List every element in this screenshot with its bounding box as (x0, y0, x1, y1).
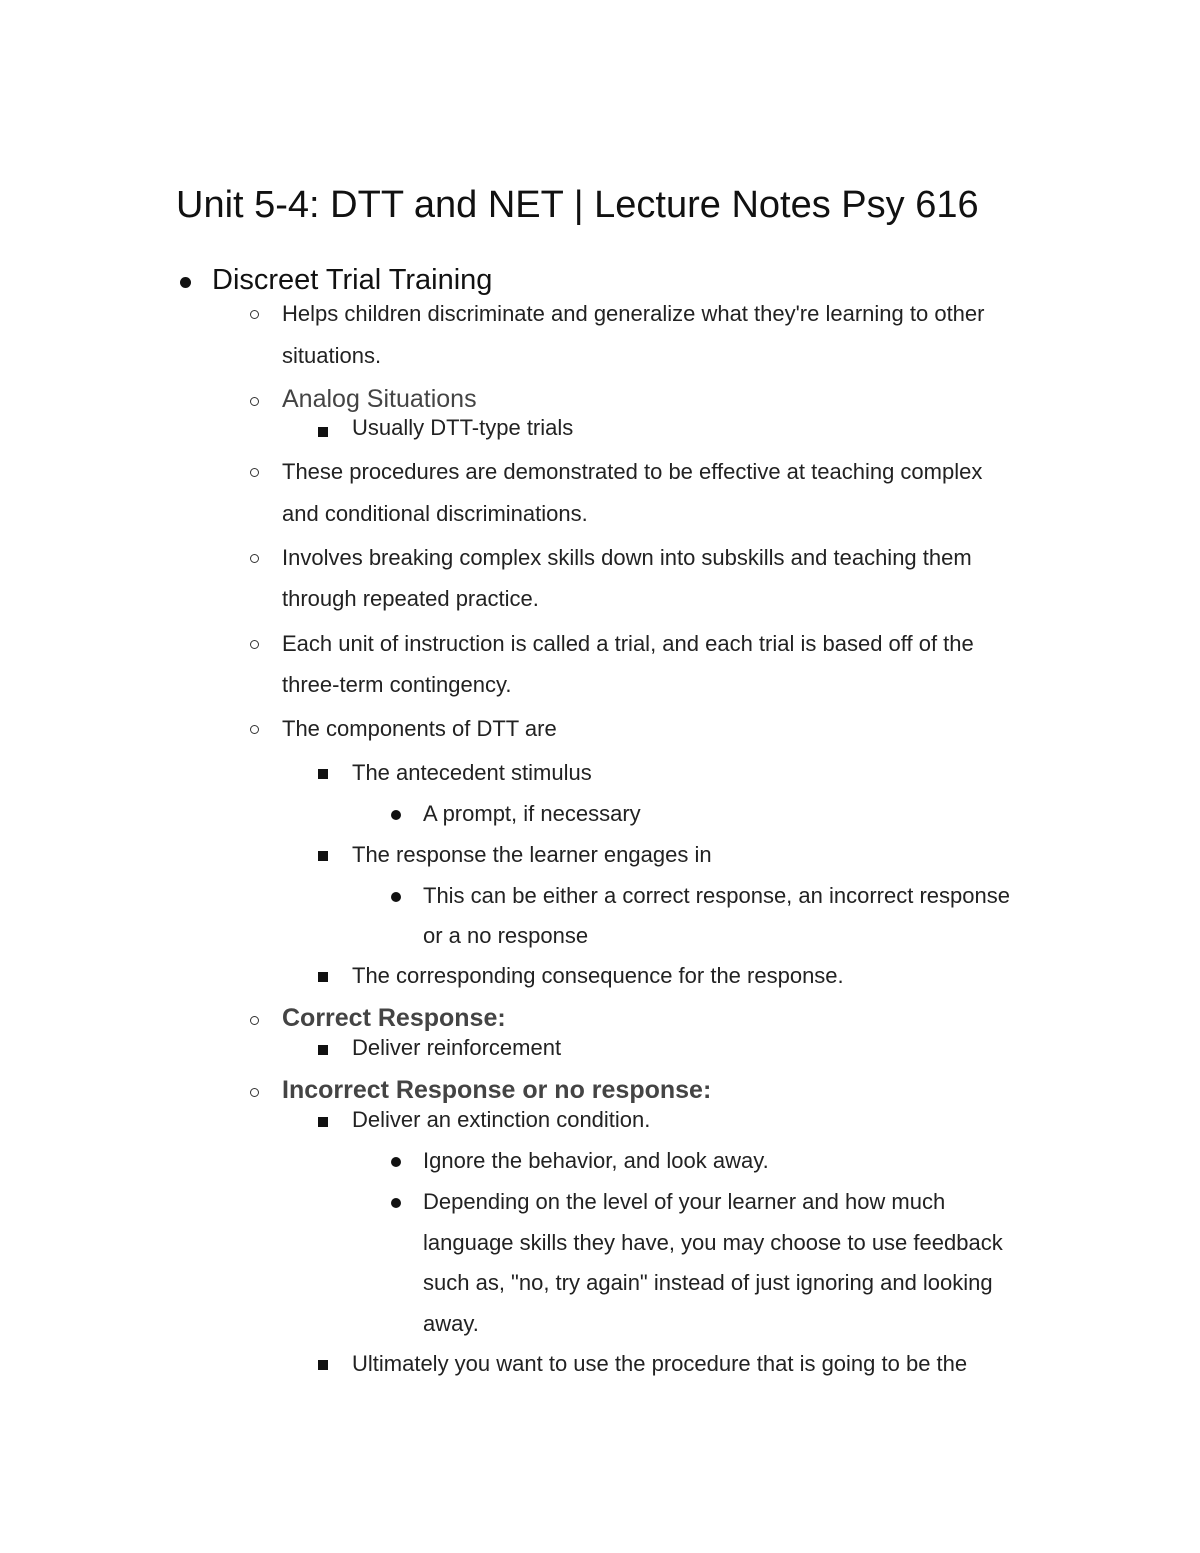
list-item: Deliver an extinction condition. (352, 1107, 651, 1132)
bullet-square-icon (318, 851, 328, 861)
bullet-square-icon (318, 427, 328, 437)
bullet-filled-circle-icon (391, 1198, 401, 1208)
bullet-hollow-circle-icon (250, 1088, 259, 1097)
subheading-analog-situations: Analog Situations (282, 385, 477, 413)
list-item: The corresponding consequence for the response. (352, 963, 844, 988)
list-item-continuation: such as, "no, try again" instead of just ignoring and looking (423, 1270, 993, 1295)
list-item: These procedures are demonstrated to be effective at teaching complex (282, 459, 983, 484)
subheading-incorrect-response: Incorrect Response or no response: (282, 1076, 712, 1104)
list-item: This can be either a correct response, an incorrect response (423, 883, 1010, 908)
bullet-hollow-circle-icon (250, 468, 259, 477)
list-item-continuation: away. (423, 1311, 479, 1336)
list-item: Each unit of instruction is called a trial, and each trial is based off of the (282, 631, 974, 656)
bullet-filled-circle-icon (391, 810, 401, 820)
bullet-square-icon (318, 769, 328, 779)
bullet-hollow-circle-icon (250, 640, 259, 649)
list-item-continuation: language skills they have, you may choose to use feedback (423, 1230, 1003, 1255)
list-item: Ultimately you want to use the procedure that is going to be the (352, 1351, 968, 1376)
list-item-continuation: and conditional discriminations. (282, 501, 588, 526)
bullet-filled-circle-icon (391, 1157, 401, 1167)
section-heading: Discreet Trial Training (212, 264, 493, 296)
list-item: Usually DTT-type trials (352, 415, 574, 440)
bullet-hollow-circle-icon (250, 554, 259, 563)
list-item: The components of DTT are (282, 716, 557, 741)
list-item-continuation: through repeated practice. (282, 586, 539, 611)
list-item: The antecedent stimulus (352, 760, 592, 785)
list-item: Deliver reinforcement (352, 1035, 562, 1060)
list-item: A prompt, if necessary (423, 801, 641, 826)
list-item-continuation: situations. (282, 343, 382, 368)
bullet-square-icon (318, 972, 328, 982)
list-item-continuation: or a no response (423, 923, 589, 948)
list-item: Depending on the level of your learner and how much (423, 1189, 946, 1214)
list-item-continuation: three-term contingency. (282, 672, 512, 697)
subheading-correct-response: Correct Response: (282, 1004, 506, 1032)
bullet-hollow-circle-icon (250, 310, 259, 319)
bullet-hollow-circle-icon (250, 725, 259, 734)
list-item: Helps children discriminate and generalize what they're learning to other (282, 301, 985, 326)
list-item: Involves breaking complex skills down into subskills and teaching them (282, 545, 972, 570)
list-item: Ignore the behavior, and look away. (423, 1148, 769, 1173)
bullet-square-icon (318, 1117, 328, 1127)
bullet-hollow-circle-icon (250, 397, 259, 406)
bullet-filled-circle-icon (391, 892, 401, 902)
list-item: The response the learner engages in (352, 842, 712, 867)
bullet-square-icon (318, 1360, 328, 1370)
bullet-filled-circle-icon (180, 277, 191, 288)
bullet-hollow-circle-icon (250, 1016, 259, 1025)
page-title: Unit 5-4: DTT and NET | Lecture Notes Psy 616 (176, 184, 979, 226)
bullet-square-icon (318, 1045, 328, 1055)
